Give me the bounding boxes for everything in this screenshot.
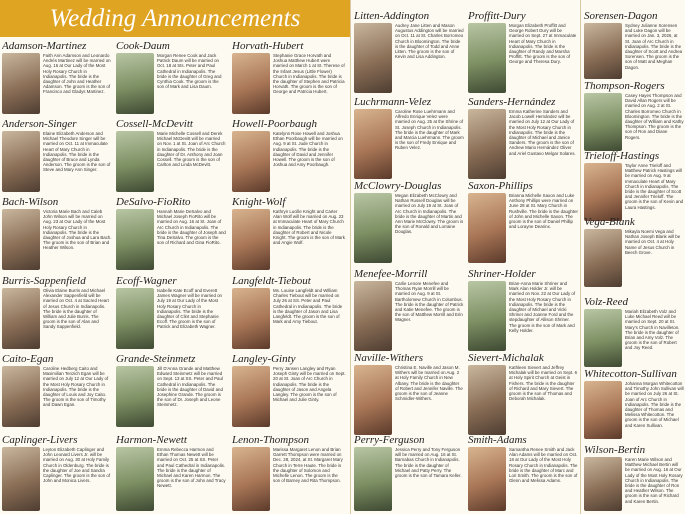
- announcement-text: Victoria Marie Bach and Caleb John Wilson will be married on Aug. 23 at Our Lady of the Most Holy Rosary Church in Indianapolis. The bride is the daughter of Joshua and Lara Bach. The groom is the son of Brian and Heather Wilson.: [43, 209, 112, 251]
- announcement-text: Audrey Jane Litten and Mason Augustus Addington will be married on Oct. 11 at St. Charles Borromeo Church in Bloomington. The bride is the daughter of Todd and Anne Litten. The groom is the son of Kevin and Lisa Addington.: [395, 23, 464, 60]
- announcement-text: Isabelle Kate Ecoff and Everett James Wagner will be married on July 19 at Our Lady of the Most Holy Rosary Church in Indianapolis. The bride is the daughter of Clint and Stephanie Ecoff. The groom is the son of Patrick and Elizabeth Wagner.: [157, 288, 222, 330]
- announcement-text: Olivia Elaine Burris and Michael Alexander Sappenfield will be married on Oct. 4 at Sacred Heart of Jesus Church in Indianapolis. The bride is the daughter of William and Julie Burris. The groom is the son of Alan and Sandy Sappenfield.: [43, 288, 109, 330]
- couple-name: Anderson-Singer: [2, 118, 77, 130]
- announcement: [2, 118, 112, 193]
- couple-name: Luchrmann-Velez: [354, 96, 431, 108]
- couple-name: Volz-Reed: [584, 296, 628, 308]
- announcement-text: Perry Jansen Langley and Ryan Joseph Ginty will be married on Sept. 20 at St. Joan of Arc Church in Indianapolis. The bride is the daughter of Jason and Angela Langley. The groom is the son of Michael and Julie Ginty.: [273, 366, 346, 403]
- couple-photo: [584, 23, 622, 79]
- announcement: [354, 10, 464, 94]
- announcement: [2, 434, 112, 512]
- announcement: [354, 96, 464, 180]
- announcement: [354, 268, 464, 352]
- couple-name: Langfeldt-Tiebout: [232, 275, 311, 287]
- announcement: [584, 368, 684, 440]
- couple-name: McClowry-Douglas: [354, 180, 442, 192]
- announcement: [116, 353, 226, 428]
- couple-name: Saxon-Phillips: [468, 180, 533, 192]
- couple-photo: [584, 381, 622, 439]
- announcement: [584, 444, 684, 512]
- couple-name: Knight-Wolf: [232, 196, 286, 208]
- announcement-text: Morgan Renee Cook and Jack Patrick Daum will be married on Oct. 18 at Sts. Peter and Paul Cathedral in Indianapolis. The bride is the daughter of Greg and Cynthia Cook. The groom is the son of Mark and Lisa Daum.: [157, 53, 222, 90]
- announcement: [468, 180, 578, 264]
- announcement-text: Christina E. Naville and Jason M. Withers will be married on Aug. 2 at Holy Family Church in New Albany. The bride is the daughter of Robert and Jennifer Naville. The groom is the son of Jeanne Schmidler-Withers.: [395, 365, 463, 402]
- announcement: [232, 353, 346, 428]
- couple-name: Cook-Daum: [116, 40, 170, 52]
- couple-name: Langley-Ginty: [232, 353, 296, 365]
- column-divider: [580, 0, 581, 514]
- couple-photo: [232, 53, 270, 114]
- couple-photo: [116, 447, 154, 511]
- couple-photo: [2, 447, 40, 511]
- announcement: [232, 118, 346, 193]
- announcement-text: Taylor Anne Trieloff and Matthew Patrick Hastings will be married on Aug. 9 at Immaculate Heart of Mary Church in Indianapolis. The bride is the daughter of Scott and Jennifer Trieloff. The groom is the son of Kevin and Laura Hastings.: [625, 163, 684, 210]
- couple-name: Trieloff-Hastings: [584, 150, 660, 162]
- couple-photo: [2, 131, 40, 192]
- announcement-text: Marie Michelle Cossell and Derek Michael McDevitt will be married on Nov. 1 at St. Joan of Arc Church in Indianapolis. The bride is the daughter of Dr. Anthony and Joan Cossell. The groom is the son of Carlton and Linda McDevitt.: [157, 131, 226, 168]
- couple-name: Shriner-Holder: [468, 268, 536, 280]
- announcement-text: Ms. Louise Langfeldt and William Charles Tiebout will be married on July 26 at SS. Peter and Paul Cathedral in Indianapolis. The bride is the daughter of Jason and Lisa Langfeldt. The groom is the son of Mark and Amy Tiebout.: [273, 288, 343, 325]
- couple-photo: [2, 366, 40, 427]
- couple-photo: [468, 281, 506, 351]
- couple-name: Howell-Poorbaugh: [232, 118, 317, 130]
- couple-name: Proffitt-Dury: [468, 10, 526, 22]
- couple-photo: [584, 93, 622, 151]
- couple-name: Adamson-Martinez: [2, 40, 87, 52]
- couple-photo: [116, 53, 154, 114]
- couple-photo: [468, 109, 506, 179]
- couple-photo: [2, 53, 40, 114]
- couple-photo: [116, 131, 154, 192]
- couple-photo: [354, 365, 392, 435]
- announcement: [232, 275, 346, 350]
- announcement: [116, 275, 226, 350]
- announcement-text: Hannah Marie DeSalvo and Michael Joseph FioRito will be married on Aug. 16 at St. Joan of Arc Church in Indianapolis. The bride is the daughter of Joseph and Tina DeSalvo. The groom is the son of Richard and Gina FioRito.: [157, 209, 226, 246]
- announcement: [584, 80, 684, 152]
- announcement-text: Karen Marie Wilson and Matthew Michael Bertin will be married on Aug. 16 at Our Lady of the Most Holy Rosary Church in Indianapolis. The bride is the daughter of Ron and Heather Wilson. The groom is the son of Richard and Karen Bertin.: [625, 457, 683, 504]
- announcement-text: Emma Rebecca Harmon and Ethan Thomas Newett will be married on Oct. 25 at SS. Peter and Paul Cathedral in Indianapolis. The bride is the daughter of Michael and Karen Harmon. The groom is the son of John and Tracy Newett.: [157, 447, 226, 489]
- announcement-text: Megan Elizabeth McClowry and Nathan Russell Douglas will be married on July 19 at St. Joan of Arc Church in Indianapolis. The bride is the daughter of Martin and Ann Marie McClowry. The groom is the son of Ronald and Lorraine Douglas.: [395, 193, 464, 235]
- couple-photo: [584, 309, 622, 367]
- couple-photo: [354, 193, 392, 263]
- couple-name: Whitecotton-Sullivan: [584, 368, 677, 380]
- column-divider: [350, 0, 351, 514]
- couple-photo: [468, 193, 506, 263]
- couple-name: Grande-Steinmetz: [116, 353, 196, 365]
- announcement: [2, 353, 112, 428]
- announcement-text: Katelynn Rose Howell and Joshua Ethan Poorbaugh will be married on Aug. 9 at St. Jude Church in Indianapolis. The bride is the daughter of David and Jennifer Howell. The groom is the son of Joshua and Amy Poorbaugh.: [273, 131, 343, 168]
- announcement: [584, 216, 684, 288]
- announcement-text: Brianna Michelle Saxon and Luke Anthony Phillips were married on June 28 at St. Mary Church in Rushville. The bride is the daughter of John and Michelle Saxon. The groom is the son of Daniel Phillip and Lorayne Dearinx.: [509, 193, 578, 230]
- couple-name: Litten-Addington: [354, 10, 430, 22]
- couple-name: Naville-Withers: [354, 352, 424, 364]
- announcement-text: Kathryn Lucille Knight and Carter Alan Wolf will be married on Aug. 23 at Immaculate Heart of Mary Church in Indianapolis. The bride is the daughter of Robert and Nicole Knight. The groom is the son of Mark and Angie Wolf.: [273, 209, 345, 246]
- couple-name: Caplinger-Livers: [2, 434, 78, 446]
- couple-photo: [354, 447, 392, 511]
- couple-photo: [232, 366, 270, 427]
- announcement: [2, 40, 112, 115]
- couple-photo: [584, 229, 622, 287]
- announcement: [354, 434, 464, 512]
- couple-photo: [116, 209, 154, 270]
- announcement-text: Sydney Julianne Sorensen and Luke Dagon will be married on Jan. 3, 2026, at St. Joan of Arc Church in Indianapolis. The bride is the daughter of Scott and Andrea Sorensen. The groom is the son of Matt and Meghan Dagon.: [625, 23, 683, 70]
- announcement-text: Jill D'Anna Grande and Matthew Edward Steinmetz will be married on Sept. 13 at SS. Peter and Paul Cathedral in Indianapolis. The bride is the daughter of David and Josephine Grande. The groom is the son of Dr. Joseph and Leone Steinmetz.: [157, 366, 223, 408]
- couple-name: Thompson-Rogers: [584, 80, 665, 92]
- couple-name: Sievert-Michalak: [468, 352, 544, 364]
- couple-name: Perry-Ferguson: [354, 434, 425, 446]
- couple-photo: [354, 23, 392, 93]
- announcement: [584, 150, 684, 222]
- announcement: [354, 352, 464, 436]
- announcement-text: Leyton Elizabeth Caplinger and John Leonard Livers Jr. will be married on Aug. 30 at Holy Family Church in Oldenburg. The bride is the daughter of Joe and Sandra Caplinger. The groom is the son of John and Monica Livers.: [43, 447, 111, 484]
- announcement: [468, 10, 578, 94]
- announcement: [116, 40, 226, 115]
- announcement: [468, 268, 578, 352]
- couple-name: Horvath-Hubert: [232, 40, 304, 52]
- couple-name: Cossell-McDevitt: [116, 118, 193, 130]
- announcement: [232, 434, 346, 512]
- announcement: [232, 196, 346, 271]
- couple-photo: [232, 447, 270, 511]
- couple-name: Harmon-Newett: [116, 434, 187, 446]
- announcement-text: Morgan Elizabeth Proffitt and George Robert Dury will be married on Sept. 27 at Immaculate Heart of Mary Church in Indianapolis. The bride is the daughter of Randy and Marsha Proffitt. The groom is the son of George and Theresa Dury.: [509, 23, 577, 65]
- couple-photo: [584, 163, 622, 221]
- announcement: [584, 296, 684, 368]
- announcement-text: Mikayla Noemi Vega and Nathan Joseph Blank will be married on Oct. 4 at Holy Name of Jesus Church in Beech Grove.: [625, 229, 681, 255]
- announcement: [584, 10, 684, 80]
- announcement-text: Casey Hayes Thompson and David Allan Rogers will be married on Aug. 2 at St. Charles Borromeo Church in Bloomington. The bride is the daughter of William and Kathy Thompson. The groom is the son of Ron and Diane Rogers.: [625, 93, 684, 140]
- announcement-text: Carlie Lenore Menefee and Thomas Ryan Morrill will be married on Aug. 9 at St. Bartholomew Church in Columbus. The bride is the daughter of Patrick and Katie Menefee. The groom is the son of Matthew Morrill and Erin Wagner.: [395, 281, 464, 323]
- couple-name: Menefee-Morrill: [354, 268, 428, 280]
- couple-name: Burris-Sappenfield: [2, 275, 86, 287]
- announcement-text: Marissa Margaret Lenon and Brian Garrett Thompson were married on Dec. 28, 2024, at St. Margaret Mary Church in Terre Haute. The bride is the daughter of Solomon and Michelle Lenon. The groom is the son of Barney and Rita Thompson.: [273, 447, 343, 484]
- announcement-text: Stephanie Grace Horvath and Joshua Matthew Hubert were married on March 1 at St. Therese of the Infant Jesus (Little Flower) Church in Indianapolis. The bride is the daughter of Stephen and Patricia Horvath. The groom is the son of George and Patricia Hubert.: [273, 53, 345, 95]
- announcement: [354, 180, 464, 264]
- couple-name: Ecoff-Wagner: [116, 275, 177, 287]
- couple-name: Bach-Wilson: [2, 196, 59, 208]
- announcement-text: Samantha Renee Smith and Jack Alan Adams will be married on Oct. 18 at Our Lady of the Most Holy Rosary Church in Indianapolis. The bride is the daughter of Marc and Lori Smith. The groom is the son of Glenn and Melissa Adams.: [509, 447, 578, 484]
- announcement-text: Elaine Elizabeth Anderson and Michael Theodore Singer will be married on Oct. 11 at Immaculate Heart of Mary Church in Indianapolis. The bride is the daughter of Bruce and Lynda Anderson. The groom is the son of Steve and Mary Ann Singer.: [43, 131, 111, 173]
- announcement-text: Faith Ann Adamson and Leonardo Andrés Martinez will be married on Aug. 16 at Our Lady of the Most Holy Rosary Church in Indianapolis. The bride is the daughter of John and Heather Adamson. The groom is the son of Francisco and Gladys Martinez.: [43, 53, 111, 95]
- couple-name: Smith-Adams: [468, 434, 527, 446]
- couple-name: Caito-Egan: [2, 353, 54, 365]
- announcement: [116, 434, 226, 512]
- couple-photo: [584, 457, 622, 511]
- couple-photo: [232, 131, 270, 192]
- couple-photo: [468, 23, 506, 93]
- couple-photo: [354, 109, 392, 179]
- couple-name: Sanders-Hernández: [468, 96, 556, 108]
- couple-name: Lenon-Thompson: [232, 434, 310, 446]
- announcement-text: Caroline Rose Luehrmann and Alfredo Enrique Velez were married on Aug. 25 at the Shrine of St. Joseph Church in Indianapolis. The bride is the daughter of Mark and Marcia Luehrmann. The groom is the son of Fredy Enrique and Ruben Velez.: [395, 109, 464, 151]
- couple-photo: [116, 366, 154, 427]
- announcement: [468, 434, 578, 512]
- announcement: [232, 40, 346, 115]
- couple-name: Sorensen-Dagon: [584, 10, 658, 22]
- couple-photo: [468, 447, 506, 511]
- couple-photo: [2, 288, 40, 349]
- couple-name: Wilson-Bertin: [584, 444, 646, 456]
- announcement-text: Johanna Morgan Whitecotton and Timothy John Sullivan will be married on July 26 at St. Joan of Arc Church in Indianapolis. The bride is the daughter of Thomas and Melissa Whitecotton. The groom is the son of Michael and Karen Sullivan.: [625, 381, 684, 428]
- announcement-text: Mariah Elizabeth Volz and Luke Michael Reed will be married on Sept. 20 at St. Mary's Church in Navilleton. The bride is the daughter of Brian and Amy Volz. The groom is the son of Robert and Joy Reed.: [625, 309, 680, 351]
- announcement: [116, 118, 226, 193]
- announcement: [116, 196, 226, 271]
- couple-photo: [232, 288, 270, 349]
- page-title: Wedding Announcements: [0, 0, 350, 37]
- announcement: [468, 352, 578, 436]
- announcement-text: Jessica Perry and Tony Ferguson will be married on Aug. 16 at St. Barnabas Church in Indianapolis. The bride is the daughter of Michael and Patty Perry. The groom is the son of Tamara Keller.: [395, 447, 462, 479]
- announcement-text: Kathleen Sievert and Jeffrey Michalak will be married on Sept. 6 at Holy Spirit Church at Geist in Fishers. The bride is the daughter of Richard and Mary Sievert. The groom is the son of Thomas and Deborah Michalak.: [509, 365, 578, 402]
- announcement: [2, 196, 112, 271]
- couple-photo: [232, 209, 270, 270]
- announcement-text: Emma Katherine Sanders and Jacob Lowell Hernández will be married on July 12 at Our Lady of the Most Holy Rosary Church in Indianapolis. The bride is the daughter of Michael and Janice Sanders. The groom is the son of Andrew Mario Hernández Oliver and Ariel Gustavo Melgar Solares.: [509, 109, 576, 156]
- announcement: [468, 96, 578, 180]
- announcement-text: Brian-Anna Marie Shriner and Mark Alan Holder Jr. will be married on Nov. 22 at Our Lady of the Most Holy Rosary Church in Indianapolis. The bride is the daughter of Michael and Vicki Shriner and Joanne Ford and the stepdaughter of Allison Shriner. The groom is the son of Mark and Kelly Holder.: [509, 281, 576, 333]
- couple-photo: [116, 288, 154, 349]
- couple-photo: [2, 209, 40, 270]
- couple-name: DeSalvo-FioRito: [116, 196, 191, 208]
- couple-name: Vega-Blank: [584, 216, 635, 228]
- announcement: [2, 275, 112, 350]
- announcement-text: Caroline Hedberg Caito and Maximilian Tenzich Egan will be married on July 12 at Our Lady of the Most Holy Rosary Church in Indianapolis. The bride is the daughter of Louis and Joy Caito. The groom is the son of Timothy and Dawn Egan.: [43, 366, 109, 408]
- couple-photo: [354, 281, 392, 351]
- couple-photo: [468, 365, 506, 435]
